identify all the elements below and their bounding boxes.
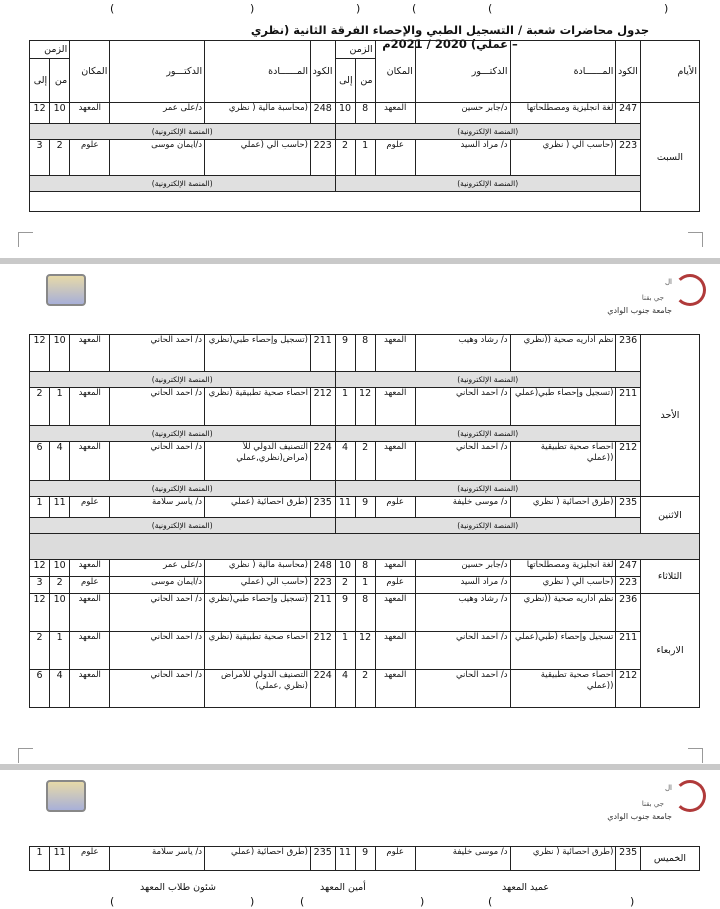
university-logo: ال جي بقنا جامعة جنوب الوادي [580,778,710,826]
signature-dean: عميد المعهد [502,882,550,893]
header-code: الكود [616,41,641,103]
online-row: (المنصة الإلكترونية) (المنصة الإلكترونية) [30,481,700,497]
header-code: الكود [310,41,335,103]
header-subject: المــــــادة [205,41,311,103]
page-corner [688,748,703,763]
online-row: (المنصة الإلكترونية) (المنصة الإلكترونية) [30,176,700,192]
day-thursday: الخميس [640,847,699,871]
university-emblem-icon [674,274,706,306]
table-row: 223 (حاسب آلي ( نظري د/ مراد السيد علوم 1 2 223 (حاسب آلي (عملي د/ايمان موسى علوم 2 3 [30,140,700,176]
header-place: المكان [375,41,415,103]
page-corner [18,232,33,247]
header-time: الزمن [335,41,375,59]
table-row: الاثنين 235 (طرق احصائية ( نظري د/ موسى خليفة علوم 9 11 235 (طرق احصائية (عملي د/ ياسر سلامة علوم 11 1 [30,497,700,518]
signature-brackets-bottom: ( ) ( ) ( ) [110,895,635,908]
online-row: (المنصة الإلكترونية) (المنصة الإلكترونية) [30,124,700,140]
table-row: الخميس 235 (طرق احصائية ( نظري د/ موسى خليفة علوم 9 11 235 (طرق احصائية (عملي د/ ياسر سلامة علوم 11 1 [30,847,700,871]
schedule-title: جدول محاضرات شعبة / التسجيل الطبي والإحصاء الفرقة الثانية (نظري – عملي) 2020 / 2021م [250,23,650,51]
header-from: من [355,59,375,103]
table-row: الثلاثاء 247 لغة انجليزية ومصطلحاتها د/جابر حسين المعهد 8 10 248 (محاسبة مالية ( نظري د/على عمر المعهد 10 12 [30,560,700,577]
table-row: الأحد 236 نظم أداريه صحية ((نظري د/ رشاد وهيب المعهد 8 9 211 (تسجيل وإحصاء طبي(نظري د/ احمد الحاني المعهد 10 12 [30,335,700,372]
institute-emblem-icon [46,780,86,812]
header-subject: المــــــادة [510,41,616,103]
page-1 [0,0,720,258]
university-name: جامعة جنوب الوادي [607,812,672,821]
header-doctor: الدكتـــور [415,41,510,103]
online-row: (المنصة الإلكترونية) (المنصة الإلكترونية) [30,372,700,388]
header-doctor: الدكتـــور [110,41,205,103]
schedule-table-page-3 [29,846,700,871]
header-place: المكان [70,41,110,103]
institute-emblem-icon [46,274,86,306]
spacer-row [30,534,700,560]
table-row: 212 احصاء صحية تطبيقية ((عملي د/ احمد الحاني المعهد 2 4 224 التصنيف الدولي للأمراض (نظري ,عملي) د/ احمد الحاني المعهد 4 6 [30,670,700,708]
day-monday: الاثنين [640,497,699,534]
table-row: 211 تسجيل وإحصاء (طبي(عملي د/ احمد الحاني المعهد 12 1 212 احصاء صحية تطبيقية (نظري د/ احمد الحاني المعهد 1 2 [30,632,700,670]
table-row: 223 (حاسب آلي ( نظري د/ مراد السيد علوم 1 2 223 (حاسب آلي (عملي د/ايمان موسى علوم 2 3 [30,577,700,594]
schedule-table-page-2 [29,334,700,708]
day-tuesday: الثلاثاء [640,560,699,594]
page-2 [0,264,720,764]
schedule-table-page-1 [29,40,700,212]
university-logo: ال جي بقنا جامعة جنوب الوادي [580,272,710,320]
signature-student-affairs: شئون طلاب المعهد [140,882,216,893]
table-row [30,192,700,212]
page-corner [688,232,703,247]
university-emblem-icon [674,780,706,812]
day-sunday: الأحد [640,335,699,497]
institute-logo [46,780,90,818]
day-wednesday: الاربعاء [640,594,699,708]
day-saturday: السبت [640,103,699,212]
table-row: 212 احصاء صحية تطبيقية ((عملي د/ احمد الحاني المعهد 2 4 224 التصنيف الدولي للأ (مراض(نظري,عملي د/ احمد الحاني المعهد 4 6 [30,442,700,481]
university-name: جامعة جنوب الوادي [607,306,672,315]
institute-logo [46,274,90,312]
table-row: الاربعاء 236 نظم أداريه صحية ((نظري د/ رشاد وهيب المعهد 8 9 211 (تسجيل وإحصاء طبي(نظري د/ احمد الحاني المعهد 10 12 [30,594,700,632]
header-to: إلى [335,59,355,103]
table-row: 211 (تسجيل وإحصاء طبي(عملي د/ احمد الحاني المعهد 12 1 212 احصاء صحية تطبيقية (نظري د/ احمد الحاني المعهد 1 2 [30,388,700,426]
table-row: السبت 247 لغة انجليزية ومصطلحاتها د/جابر حسين المعهد 8 10 248 (محاسبة مالية ( نظري د/على عمر المعهد 10 12 [30,103,700,124]
online-row: (المنصة الإلكترونية) (المنصة الإلكترونية) [30,426,700,442]
signature-secretary: أمين المعهد [320,882,366,893]
header-from: من [50,59,70,103]
signature-brackets-top: ( ) ) ( ( ) [110,2,669,15]
header-time: الزمن [30,41,70,59]
header-days: الأيام [640,41,699,103]
online-row: (المنصة الإلكترونية) (المنصة الإلكترونية) [30,518,700,534]
page-corner [18,748,33,763]
header-to: إلى [30,59,50,103]
